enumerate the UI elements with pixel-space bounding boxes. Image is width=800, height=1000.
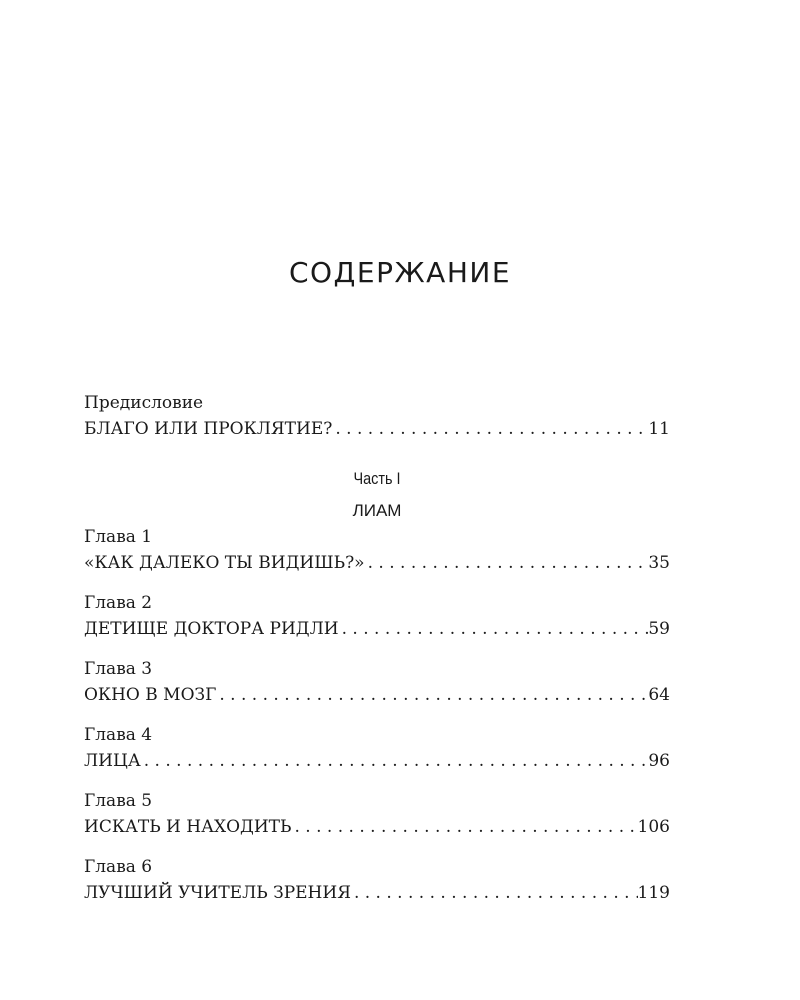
toc-entry-chapter-5[interactable] [84, 788, 670, 840]
dot-leader [291, 814, 637, 840]
entry-title: ДЕТИЩЕ ДОКТОРА РИДЛИ [84, 619, 339, 639]
entry-title: «КАК ДАЛЕКО ТЫ ВИДИШЬ?» [84, 553, 365, 573]
toc-entry-chapter-6[interactable] [84, 854, 670, 906]
page-title: СОДЕРЖАНИЕ [288, 256, 512, 289]
page-number: 96 [648, 751, 670, 771]
page-number: 119 [637, 883, 670, 903]
entry-title: ЛУЧШИЙ УЧИТЕЛЬ ЗРЕНИЯ [84, 883, 351, 903]
page-number: 11 [648, 419, 670, 439]
toc-entry-chapter-1[interactable] [84, 524, 670, 576]
entry-line [84, 616, 670, 642]
dot-leader [332, 416, 648, 442]
dot-leader [141, 748, 649, 774]
page-number: 106 [637, 817, 670, 837]
dot-leader [351, 880, 638, 906]
entry-title: БЛАГО ИЛИ ПРОКЛЯТИЕ? [84, 419, 333, 439]
dot-leader [365, 550, 649, 576]
toc-entry-chapter-2[interactable] [84, 590, 670, 642]
page-number: 35 [648, 553, 670, 573]
part-name: ЛИАМ [352, 501, 402, 520]
entry-line [84, 880, 670, 906]
entry-label: Предисловие [84, 393, 204, 413]
entry-label: Глава 2 [84, 593, 153, 613]
toc-entry-chapter-4[interactable] [84, 722, 670, 774]
entry-line [84, 550, 670, 576]
toc-entry-preface[interactable] [84, 390, 670, 442]
toc-entry-chapter-3[interactable] [84, 656, 670, 708]
entry-label: Глава 4 [84, 725, 153, 745]
dot-leader [216, 682, 648, 708]
entry-title: ИСКАТЬ И НАХОДИТЬ [84, 817, 292, 837]
entry-line [84, 748, 670, 774]
part-label: Часть I [353, 469, 401, 488]
entry-line [84, 814, 670, 840]
page-number: 59 [648, 619, 670, 639]
entry-label: Глава 3 [84, 659, 153, 679]
table-of-contents [84, 390, 670, 920]
chapter-list [84, 524, 670, 906]
entry-label: Глава 6 [84, 857, 153, 877]
entry-line [84, 416, 670, 442]
dot-leader [339, 616, 649, 642]
entry-label: Глава 1 [84, 527, 153, 547]
part-heading [84, 466, 670, 524]
entry-label: Глава 5 [84, 791, 153, 811]
entry-title: ЛИЦА [84, 751, 141, 771]
page-number: 64 [648, 685, 670, 705]
entry-line [84, 682, 670, 708]
entry-title: ОКНО В МОЗГ [84, 685, 217, 705]
